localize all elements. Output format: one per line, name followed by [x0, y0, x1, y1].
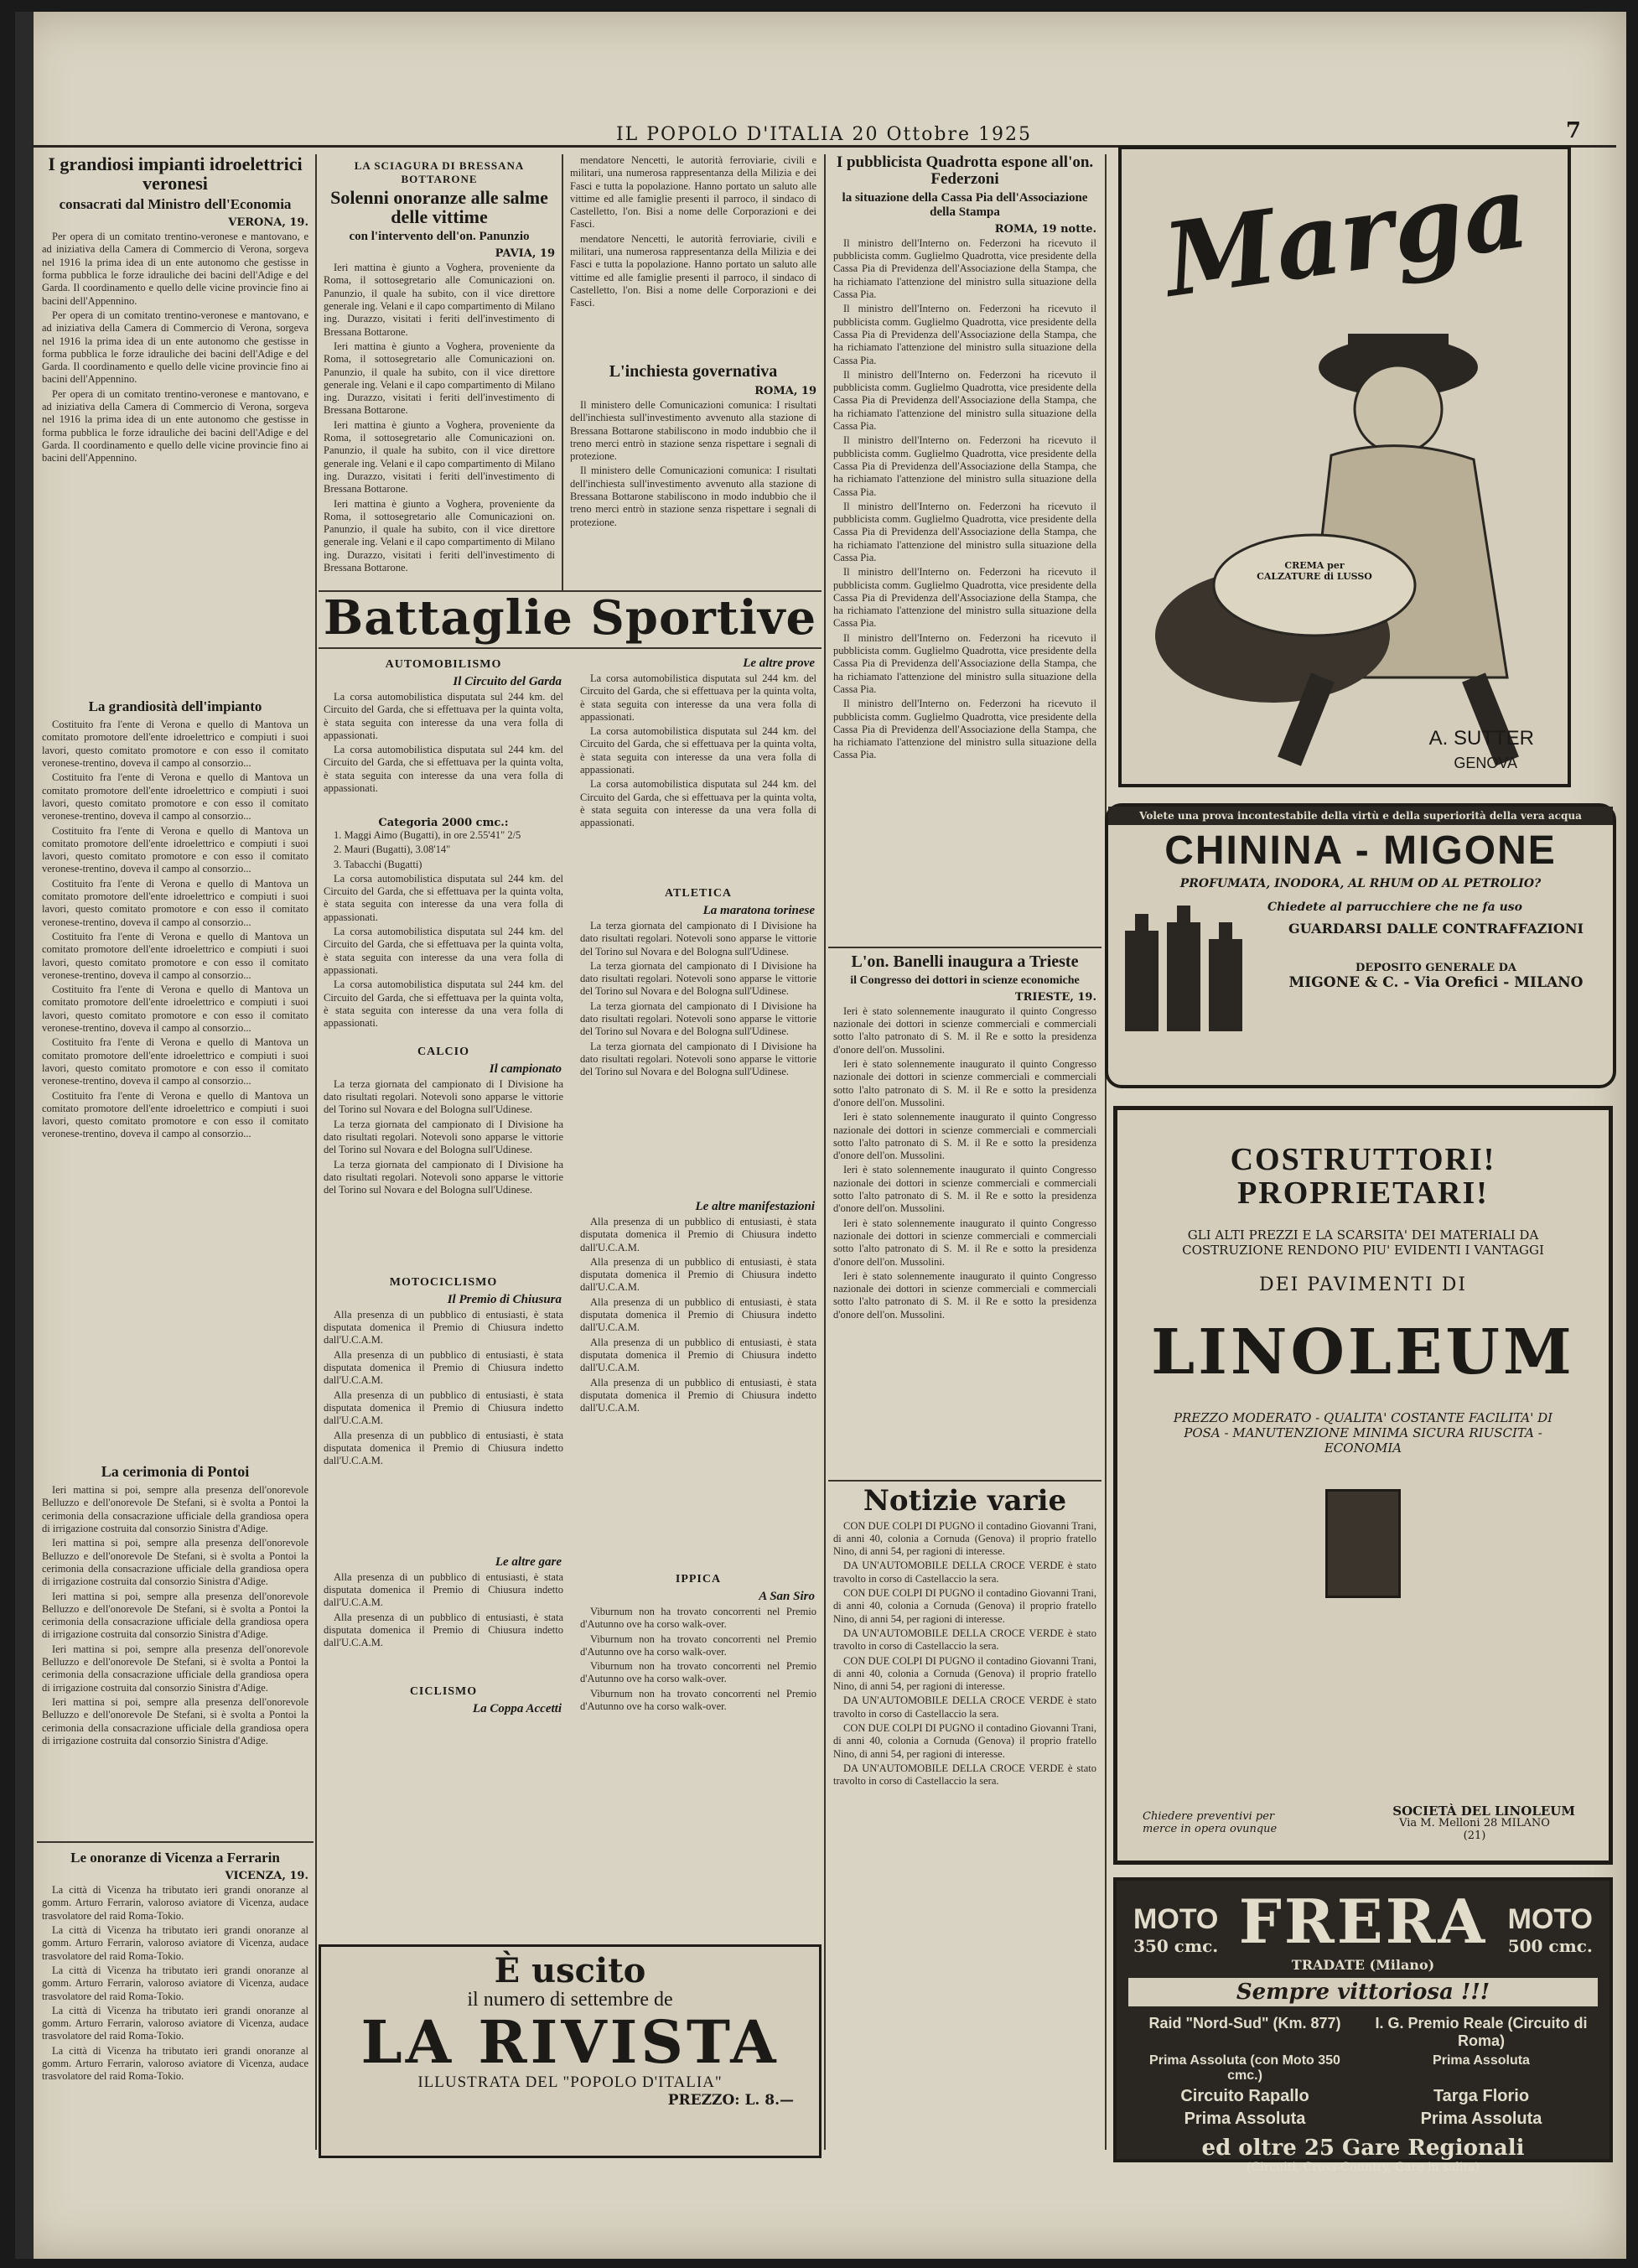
- paragraph: Il ministro dell'Interno on. Federzoni ha ricevuto il pubblicista comm. Guglielmo Quadrotta, vice presidente della Cassa Pia di Previdenza dell'Associazione della Stampa, che ha richiamato l'attenzione del ministro sulla situazione della Cassa Pia.: [833, 236, 1096, 301]
- column-rule: [1105, 154, 1107, 2150]
- paragraph: Ieri mattina si poi, sempre alla presenza dell'onorevole Belluzzo e dell'onorevole De Stefani, si è svolta a Pontoi la cerimonia della consacrazione ufficiale della grandiosa opera di irrigazione costruita dal consorzio Sinistra d'Adige.: [42, 1590, 308, 1641]
- paragraph: La corsa automobilistica disputata sul 244 km. del Circuito del Garda, che si effettuava per la quinta volta, è stata seguita con interesse da una vera folla di appassionati.: [580, 725, 816, 776]
- paragraph: Alla presenza di un pubblico di entusiasti, è stata disputata domenica il Premio di Chiusura indetto dall'U.C.A.M.: [324, 1348, 563, 1387]
- paragraph: Il ministro dell'Interno on. Federzoni ha ricevuto il pubblicista comm. Guglielmo Quadrotta, vice presidente della Cassa Pia di Previdenza dell'Associazione della Stampa, che ha richiamato l'attenzione del ministro sulla situazione della Cassa Pia.: [833, 434, 1096, 498]
- masthead-title: IL POPOLO D'ITALIA 20 Ottobre 1925: [615, 124, 1033, 145]
- altre-prove: Le altre prove: [743, 657, 815, 670]
- dateline-pavia: PAVIA, 19: [495, 247, 555, 261]
- linoleum-company: SOCIETÀ DEL LINOLEUM: [1392, 1804, 1575, 1819]
- paragraph: La corsa automobilistica disputata sul 244 km. del Circuito del Garda, che si effettuava per la quinta volta, è stata seguita con interesse da una vera folla di appassionati.: [324, 978, 563, 1030]
- paragraph: Costituito fra l'ente di Verona e quello di Mantova un comitato promotore dell'ente idroelettrico e compiuti i suoi lavori, questo comitato promotore e con esso il comitato veronese-trentino, doveva il campo al consorzio...: [42, 719, 308, 770]
- paragraph: Il ministro dell'Interno on. Federzoni ha ricevuto il pubblicista comm. Guglielmo Quadrotta, vice presidente della Cassa Pia di Previdenza dell'Associazione della Stampa, che ha richiamato l'attenzione del ministro sulla situazione della Cassa Pia.: [833, 368, 1096, 433]
- results-head: Categoria 2000 cmc.:: [378, 817, 509, 829]
- frera-cc-right: 500 cmc.: [1507, 1935, 1593, 1956]
- paragraph: La terza giornata del campionato di I Divisione ha dato risultati regolari. Notevoli sono apparse le vittorie del Torino sul Novara e del Bologna sull'Udinese.: [324, 1158, 563, 1196]
- paragraph: La terza giornata del campionato di I Divisione ha dato risultati regolari. Notevoli sono apparse le vittorie del Torino sul Novara e del Bologna sull'Udinese.: [324, 1118, 563, 1156]
- article-text: [37, 231, 314, 692]
- paragraph: Il ministro dell'Interno on. Federzoni ha ricevuto il pubblicista comm. Guglielmo Quadrotta, vice presidente della Cassa Pia di Previdenza dell'Associazione della Stampa, che ha richiamato l'attenzione del ministro sulla situazione della Cassa Pia.: [833, 631, 1096, 695]
- marga-city: GENOVA: [1454, 755, 1517, 771]
- subhead-ministro: consacrati dal Ministro dell'Economia: [59, 196, 292, 213]
- article-text: [37, 1484, 314, 1836]
- linoleum-ask: Chiedere preventivi per merce in opera ovunque: [1143, 1810, 1278, 1835]
- dateline-trieste: TRIESTE, 19.: [1014, 990, 1096, 1004]
- calcio-sub: Il campionato: [489, 1061, 562, 1076]
- paragraph: DA UN'AUTOMOBILE DELLA CROCE VERDE è stato travolto in corso di Castellaccio la sera.: [833, 1695, 1096, 1720]
- column-1: [37, 154, 314, 2158]
- paragraph: Alla presenza di un pubblico di entusiasti, è stata disputata domenica il Premio di Chiusura indetto dall'U.C.A.M.: [580, 1336, 816, 1374]
- paragraph: Viburnum non ha trovato concorrenti nel Premio d'Autunno ove ha corso walk-over.: [580, 1632, 816, 1658]
- ad-la-rivista: [319, 1944, 822, 2158]
- paragraph: Costituito fra l'ente di Verona e quello di Mantova un comitato promotore dell'ente idroelettrico e compiuti i suoi lavori, questo comitato promotore e con esso il comitato veronese-trentino, doveva il campo al consorzio...: [42, 824, 308, 875]
- ad-marga: [1118, 146, 1571, 787]
- paragraph: Alla presenza di un pubblico di entusiasti, è stata disputata domenica il Premio di Chiusura indetto dall'U.C.A.M.: [580, 1295, 816, 1334]
- rivista-illustrata: ILLUSTRATA DEL "POPOLO D'ITALIA": [417, 2073, 723, 2091]
- marga-brand: Marga: [1157, 152, 1536, 320]
- paragraph: Ieri mattina si poi, sempre alla presenza dell'onorevole Belluzzo e dell'onorevole De Stefani, si è svolta a Pontoi la cerimonia della consacrazione ufficiale della grandiosa opera di irrigazione costruita dal consorzio Sinistra d'Adige.: [42, 1643, 308, 1694]
- subhead-congresso: il Congresso dei dottori in scienze economiche: [850, 973, 1080, 987]
- linoleum-l3: GLI ALTI PREZZI E LA SCARSITA' DEI MATERIALI DA COSTRUZIONE RENDONO PIU' EVIDENTI I VANTAGGI: [1182, 1227, 1544, 1258]
- article-text: [828, 1520, 1102, 1990]
- article-text: [575, 920, 822, 1196]
- article-text: [575, 1216, 822, 1568]
- article-text: [319, 262, 560, 580]
- ciclismo-head: CICLISMO: [409, 1684, 478, 1698]
- paragraph: Ieri mattina è giunto a Voghera, proveniente da Roma, il sottosegretario alle Comunicazioni on. Panunzio, il quale ha subito, con il vice direttore generale ing. Velani e il capo compartimento di Milano ing. Durazzo, visitati i feriti dell'investimento di Bressana Bottarone.: [324, 418, 555, 496]
- divider: [828, 947, 1102, 948]
- ad-frera: [1113, 1877, 1613, 2174]
- paragraph: Per opera di un comitato trentino-veronese e mantovano, e ad iniziativa della Camera di Commercio di Verona, sorgeva nel 1916 la prima idea di un ente autonomo che gestisse in forma pubblica le forze idrauliche dei bacini dell'Adige e del Garda. Il coordinamento e quello delle vicine provincie fino ai bacini dell'Appennino.: [42, 309, 308, 386]
- paragraph: Il ministro dell'Interno on. Federzoni ha ricevuto il pubblicista comm. Guglielmo Quadrotta, vice presidente della Cassa Pia di Previdenza dell'Associazione della Stampa, che ha richiamato l'attenzione del ministro sulla situazione della Cassa Pia.: [833, 566, 1096, 630]
- marga-artist: A. SUTTER: [1428, 727, 1534, 750]
- paragraph: mendatore Nencetti, le autorità ferroviarie, civili e militari, una numerosa rappresentanza della Milizia e dei Fasci e tutta la popolazione. Hanno portato un saluto alle vittime ed alle famiglie presenti il parroco, il sindaco di Castelletto, l'on. Bisi a nome delle Corporazioni e dei Fasci.: [570, 154, 816, 231]
- ad-chinina-migone: [1105, 803, 1616, 1088]
- column-rule: [315, 154, 317, 2150]
- paragraph: Viburnum non ha trovato concorrenti nel Premio d'Autunno ove ha corso walk-over.: [580, 1660, 816, 1685]
- paragraph: La città di Vicenza ha tributato ieri grandi onoranze al gomm. Arturo Ferrarin, valoroso aviatore di Vicenza, audace trasvolatore del raid Roma-Tokio.: [42, 1964, 308, 2002]
- result-row: 3. Tabacchi (Bugatti): [334, 858, 422, 870]
- section-head-grandiosita: La grandiosità dell'impianto: [88, 698, 262, 715]
- atletica-head: ATLETICA: [664, 887, 733, 900]
- headline-onoranze-salme: Solenni onoranze alle salme delle vittime: [330, 187, 548, 228]
- page-number: 7: [1565, 118, 1583, 143]
- section-head-notizie-varie: Notizie varie: [863, 1483, 1067, 1518]
- article-text: [828, 237, 1102, 942]
- ippica-sub: A San Siro: [759, 1590, 815, 1603]
- paragraph: Alla presenza di un pubblico di entusiasti, è stata disputata domenica il Premio di Chiusura indetto dall'U.C.A.M.: [324, 1611, 563, 1649]
- paragraph: Alla presenza di un pubblico di entusiasti, è stata disputata domenica il Premio di Chiusura indetto dall'U.C.A.M.: [580, 1376, 816, 1414]
- article-text: [37, 719, 314, 1456]
- column-4: [828, 154, 1102, 2158]
- paragraph: Il ministero delle Comunicazioni comunica: I risultati dell'inchiesta sull'investimento avvenuto alla stazione di Bressana Bottarone stabiliscono in modo indubbio che il treno merci entrò in stazione senza rispettare i segnali di protezione.: [570, 464, 816, 528]
- frera-race-4-result: Prima Assoluta: [1420, 2110, 1542, 2128]
- paragraph: Il ministero delle Comunicazioni comunica: I risultati dell'inchiesta sull'investimento avvenuto alla stazione di Bressana Bottarone stabiliscono in modo indubbio che il treno merci entrò in stazione senza rispettare i segnali di protezione.: [570, 399, 816, 463]
- rivista-brand: LA RIVISTA: [360, 2007, 780, 2077]
- column-3-top: [565, 154, 822, 590]
- frera-brand: FRERA: [1238, 1886, 1488, 1957]
- article-text: [37, 1884, 314, 2219]
- article-text: [319, 1309, 568, 1552]
- paragraph: CON DUE COLPI DI PUGNO il contadino Giovanni Trani, di anni 40, colonia a Cornuda (Genova) il proprio fratello Nino, di anni 54, per ragioni di interesse.: [833, 1722, 1096, 1760]
- altre-gare: Le altre gare: [495, 1554, 562, 1569]
- marga-tagline: CREMA per CALZATURE di LUSSO: [1257, 560, 1372, 582]
- result-row: 2. Mauri (Bugatti), 3.08'14": [334, 843, 451, 856]
- rivista-numero: il numero di settembre de: [467, 1989, 673, 2011]
- paragraph: Costituito fra l'ente di Verona e quello di Mantova un comitato promotore dell'ente idroelettrico e compiuti i suoi lavori, questo comitato promotore e con esso il comitato veronese-trentino, doveva il campo al consorzio...: [42, 983, 308, 1035]
- paragraph: Ieri mattina è giunto a Voghera, proveniente da Roma, il sottosegretario alle Comunicazioni on. Panunzio, il quale ha subito, con il vice direttore generale ing. Velani e il capo compartimento di Milano ing. Durazzo, visitati i feriti dell'investimento di Bressana Bottarone.: [324, 340, 555, 417]
- frera-moto-left: MOTO: [1133, 1902, 1219, 1935]
- bottle-icon: [1108, 897, 1259, 1040]
- column-rule: [562, 154, 563, 590]
- dateline-roma: ROMA, 19: [754, 385, 816, 397]
- linoleum-l4: DEI PAVIMENTI DI: [1258, 1274, 1468, 1295]
- atletica-sub: La maratona torinese: [702, 904, 815, 917]
- paragraph: DA UN'AUTOMOBILE DELLA CROCE VERDE è stato travolto in corso di Castellaccio la sera.: [833, 1627, 1096, 1653]
- article-text: [319, 873, 568, 1041]
- frera-race-3-result: Prima Assoluta: [1184, 2110, 1306, 2128]
- divider: [828, 1480, 1102, 1482]
- binding-edge: [15, 12, 34, 2259]
- paragraph: La corsa automobilistica disputata sul 244 km. del Circuito del Garda, che si effettuava per la quinta volta, è stata seguita con interesse da una vera folla di appassionati.: [580, 672, 816, 723]
- chinina-top: Volete una prova incontestabile della virtù e della superiorità della vera acqua: [1108, 807, 1613, 825]
- masthead: [32, 114, 1616, 148]
- paragraph: Alla presenza di un pubblico di entusiasti, è stata disputata domenica il Premio di Chiusura indetto dall'U.C.A.M.: [324, 1388, 563, 1427]
- paragraph: La città di Vicenza ha tributato ieri grandi onoranze al gomm. Arturo Ferrarin, valoroso aviatore di Vicenza, audace trasvolatore del raid Roma-Tokio.: [42, 2004, 308, 2042]
- ad-linoleum: [1113, 1106, 1613, 1865]
- paragraph: Alla presenza di un pubblico di entusiasti, è stata disputata domenica il Premio di Chiusura indetto dall'U.C.A.M.: [580, 1216, 816, 1253]
- paragraph: La città di Vicenza ha tributato ieri grandi onoranze al gomm. Arturo Ferrarin, valoroso aviatore di Vicenza, audace trasvolatore del raid Roma-Tokio.: [42, 1924, 308, 1962]
- sport-banner-title: Battaglie Sportive: [323, 590, 817, 646]
- section-head-ferrarin: Le onoranze di Vicenza a Ferrarin: [70, 1850, 280, 1866]
- frera-cc-left: 350 cmc.: [1133, 1935, 1219, 1956]
- paragraph: La corsa automobilistica disputata sul 244 km. del Circuito del Garda, che si effettuava per la quinta volta, è stata seguita con interesse da una vera folla di appassionati.: [324, 744, 563, 795]
- paragraph: Ieri mattina si poi, sempre alla presenza dell'onorevole Belluzzo e dell'onorevole De Stefani, si è svolta a Pontoi la cerimonia della consacrazione ufficiale della grandiosa opera di irrigazione costruita dal consorzio Sinistra d'Adige.: [42, 1695, 308, 1746]
- frera-race-2: I. G. Premio Reale (Circuito di Roma): [1375, 2015, 1588, 2049]
- headline-idroelettrici: I grandiosi impianti idroelettrici veronesi: [48, 153, 303, 195]
- moto-head: MOTOCICLISMO: [389, 1275, 498, 1289]
- frera-race-1: Raid "Nord-Sud" (Km. 877): [1148, 2015, 1341, 2032]
- frera-footer2: (Circuiti, Cross-Country, Gare in salita): [1247, 2161, 1480, 2174]
- paragraph: La terza giornata del campionato di I Divisione ha dato risultati regolari. Notevoli sono apparse le vittorie del Torino sul Novara e del Bologna sull'Udinese.: [580, 1040, 816, 1078]
- chinina-line2: Chiedete al parrucchiere che ne fa uso: [1267, 900, 1522, 915]
- paragraph: Viburnum non ha trovato concorrenti nel Premio d'Autunno ove ha corso walk-over.: [580, 1606, 816, 1631]
- marga-illustration: [1122, 309, 1566, 778]
- subhead-cassa-pia: la situazione della Cassa Pia dell'Associazione della Stampa: [842, 190, 1088, 219]
- paragraph: Per opera di un comitato trentino-veronese e mantovano, e ad iniziativa della Camera di Commercio di Verona, sorgeva nel 1916 la prima idea di un ente autonomo che gestisse in forma pubblica le forze idrauliche dei bacini dell'Adige e del Garda. Il coordinamento e quello delle vicine provincie fino ai bacini dell'Appennino.: [42, 387, 308, 464]
- paragraph: Ieri mattina è giunto a Voghera, proveniente da Roma, il sottosegretario alle Comunicazioni on. Panunzio, il quale ha subito, con il vice direttore generale ing. Velani e il capo compartimento di Milano ing. Durazzo, visitati i feriti dell'investimento di Bressana Bottarone.: [324, 497, 555, 574]
- result-row: 1. Maggi Aimo (Bugatti), in ore 2.55'41" 2/5: [334, 829, 521, 841]
- chinina-deposit: DEPOSITO GENERALE DA: [1355, 962, 1516, 975]
- paragraph: La terza giornata del campionato di I Divisione ha dato risultati regolari. Notevoli sono apparse le vittorie del Torino sul Novara e del Bologna sull'Udinese.: [580, 920, 816, 958]
- article-text: [575, 672, 822, 882]
- linoleum-brand: LINOLEUM: [1151, 1316, 1575, 1388]
- paragraph: Ieri è stato solennemente inaugurato il quinto Congresso nazionale dei dottori in scienze commerciali e commerciali sotto l'alto patronato di S. M. il Re e sotto la presidenza d'onore dell'on. Mussolini.: [833, 1058, 1096, 1108]
- auto-sub: Il Circuito del Garda: [453, 675, 562, 688]
- column-2-top: [319, 154, 560, 590]
- frera-place: TRADATE (Milano): [1291, 1957, 1435, 1973]
- paragraph: La corsa automobilistica disputata sul 244 km. del Circuito del Garda, che si effettuava per la quinta volta, è stata seguita con interesse da una vera folla di appassionati.: [580, 778, 816, 829]
- newspaper-page: [15, 12, 1626, 2259]
- paragraph: Ieri è stato solennemente inaugurato il quinto Congresso nazionale dei dottori in scienze commerciali e commerciali sotto l'alto patronato di S. M. il Re e sotto la presidenza d'onore dell'on. Mussolini.: [833, 1269, 1096, 1321]
- paragraph: Alla presenza di un pubblico di entusiasti, è stata disputata domenica il Premio di Chiusura indetto dall'U.C.A.M.: [324, 1308, 563, 1347]
- ippica-head: IPPICA: [675, 1573, 722, 1586]
- linoleum-addr: Via M. Melloni 28 MILANO (21): [1399, 1817, 1550, 1842]
- paragraph: La terza giornata del campionato di I Divisione ha dato risultati regolari. Notevoli sono apparse le vittorie del Torino sul Novara e del Bologna sull'Udinese.: [324, 1077, 563, 1116]
- paragraph: La città di Vicenza ha tributato ieri grandi onoranze al gomm. Arturo Ferrarin, valoroso aviatore di Vicenza, audace trasvolatore del raid Roma-Tokio.: [42, 1884, 308, 1922]
- article-text: [565, 399, 822, 567]
- paragraph: Ieri mattina si poi, sempre alla presenza dell'onorevole Belluzzo e dell'onorevole De Stefani, si è svolta a Pontoi la cerimonia della consacrazione ufficiale della grandiosa opera di irrigazione costruita dal consorzio Sinistra d'Adige.: [42, 1484, 308, 1535]
- frera-race-1-result: Prima Assoluta (con Moto 350 cmc.): [1149, 2053, 1340, 2083]
- frera-moto-right: MOTO: [1507, 1902, 1593, 1935]
- paragraph: Alla presenza di un pubblico di entusiasti, è stata disputata domenica il Premio di Chiusura indetto dall'U.C.A.M.: [324, 1570, 563, 1609]
- section-head-pontoi: La cerimonia di Pontoi: [101, 1463, 250, 1481]
- subhead-panunzio: con l'intervento dell'on. Panunzio: [349, 230, 530, 244]
- paragraph: La corsa automobilistica disputata sul 244 km. del Circuito del Garda, che si effettuava per la quinta volta, è stata seguita con interesse da una vera folla di appassionati.: [324, 691, 563, 741]
- paragraph: Costituito fra l'ente di Verona e quello di Mantova un comitato promotore dell'ente idroelettrico e compiuti i suoi lavori, questo comitato promotore e con esso il comitato veronese-trentino, doveva il campo al consorzio...: [42, 930, 308, 981]
- paragraph: La corsa automobilistica disputata sul 244 km. del Circuito del Garda, che si effettuava per la quinta volta, è stata seguita con interesse da una vera folla di appassionati.: [324, 872, 563, 923]
- paragraph: DA UN'AUTOMOBILE DELLA CROCE VERDE è stato travolto in corso di Castellaccio la sera.: [833, 1560, 1096, 1585]
- dateline-vicenza: VICENZA, 19.: [225, 1870, 308, 1883]
- paragraph: Il ministro dell'Interno on. Federzoni ha ricevuto il pubblicista comm. Guglielmo Quadrotta, vice presidente della Cassa Pia di Previdenza dell'Associazione della Stampa, che ha richiamato l'attenzione del ministro sulla situazione della Cassa Pia.: [833, 698, 1096, 761]
- frera-footer: ed oltre 25 Gare Regionali: [1201, 2136, 1525, 2161]
- paragraph: Ieri è stato solennemente inaugurato il quinto Congresso nazionale dei dottori in scienze commerciali e commerciali sotto l'alto patronato di S. M. il Re e sotto la presidenza d'onore dell'on. Mussolini.: [833, 1217, 1096, 1268]
- linoleum-l2: PROPRIETARI!: [1237, 1175, 1489, 1211]
- paragraph: CON DUE COLPI DI PUGNO il contadino Giovanni Trani, di anni 40, colonia a Cornuda (Genova) il proprio fratello Nino, di anni 54, per ragioni di interesse.: [833, 1587, 1096, 1625]
- sport-column-b: [575, 653, 822, 1911]
- chinina-brand: CHININA - MIGONE: [1164, 828, 1557, 873]
- article-text: [319, 691, 568, 817]
- sport-column-a: [319, 653, 568, 1911]
- moto-sub: Il Premio di Chiusura: [447, 1292, 562, 1306]
- article-text: [565, 154, 822, 356]
- paragraph: Costituito fra l'ente di Verona e quello di Mantova un comitato promotore dell'ente idroelettrico e compiuti i suoi lavori, questo comitato promotore e con esso il comitato veronese-trentino, doveva il campo al consorzio...: [42, 1036, 308, 1087]
- article-text: [828, 1005, 1102, 1475]
- paragraph: Costituito fra l'ente di Verona e quello di Mantova un comitato promotore dell'ente idroelettrico e compiuti i suoi lavori, questo comitato promotore e con esso il comitato veronese-trentino, doveva il campo al consorzio...: [42, 771, 308, 823]
- paragraph: Viburnum non ha trovato concorrenti nel Premio d'Autunno ove ha corso walk-over.: [580, 1687, 816, 1713]
- linoleum-logo: [1325, 1489, 1401, 1598]
- divider: [37, 1841, 314, 1843]
- chinina-warn: GUARDARSI DALLE CONTRAFFAZIONI: [1288, 921, 1584, 937]
- paragraph: La corsa automobilistica disputata sul 244 km. del Circuito del Garda, che si effettuava per la quinta volta, è stata seguita con interesse da una vera folla di appassionati.: [324, 926, 563, 976]
- paragraph: La città di Vicenza ha tributato ieri grandi onoranze al gomm. Arturo Ferrarin, valoroso aviatore di Vicenza, audace trasvolatore del raid Roma-Tokio.: [42, 2044, 308, 2083]
- paragraph: CON DUE COLPI DI PUGNO il contadino Giovanni Trani, di anni 40, colonia a Cornuda (Genova) il proprio fratello Nino, di anni 54, per ragioni di interesse.: [833, 1519, 1096, 1558]
- paragraph: Il ministro dell'Interno on. Federzoni ha ricevuto il pubblicista comm. Guglielmo Quadrotta, vice presidente della Cassa Pia di Previdenza dell'Associazione della Stampa, che ha richiamato l'attenzione del ministro sulla situazione della Cassa Pia.: [833, 500, 1096, 563]
- paragraph: Il ministro dell'Interno on. Federzoni ha ricevuto il pubblicista comm. Guglielmo Quadrotta, vice presidente della Cassa Pia di Previdenza dell'Associazione della Stampa, che ha richiamato l'attenzione del ministro sulla situazione della Cassa Pia.: [833, 303, 1096, 366]
- paragraph: Alla presenza di un pubblico di entusiasti, è stata disputata domenica il Premio di Chiusura indetto dall'U.C.A.M.: [580, 1255, 816, 1294]
- paragraph: mendatore Nencetti, le autorità ferroviarie, civili e militari, una numerosa rappresentanza della Milizia e dei Fasci e tutta la popolazione. Hanno portato un saluto alle vittime ed alle famiglie presenti il parroco, il sindaco di Castelletto, l'on. Bisi a nome delle Corporazioni e dei Fasci.: [570, 232, 816, 309]
- article-text: [319, 1571, 568, 1680]
- article-text: [319, 1078, 568, 1271]
- paragraph: Ieri è stato solennemente inaugurato il quinto Congresso nazionale dei dottori in scienze commerciali e commerciali sotto l'alto patronato di S. M. il Re e sotto la presidenza d'onore dell'on. Mussolini.: [833, 1164, 1096, 1215]
- dateline-verona: VERONA, 19.: [228, 216, 308, 230]
- chinina-line1: PROFUMATA, INODORA, AL RHUM OD AL PETROLIO?: [1179, 877, 1542, 891]
- paragraph: Per opera di un comitato trentino-veronese e mantovano, e ad iniziativa della Camera di Commercio di Verona, sorgeva nel 1916 la prima idea di un ente autonomo che gestisse in forma pubblica le forze idrauliche dei bacini dell'Adige e del Garda. Il coordinamento e quello delle vicine provincie fino ai bacini dell'Appennino.: [42, 231, 308, 307]
- dateline-roma-notte: ROMA, 19 notte.: [994, 222, 1096, 236]
- altre-manifestazioni: Le altre manifestazioni: [695, 1200, 815, 1213]
- paragraph: Ieri mattina è giunto a Voghera, proveniente da Roma, il sottosegretario alle Comunicazioni on. Panunzio, il quale ha subito, con il vice direttore generale ing. Velani e il capo compartimento di Milano ing. Durazzo, visitati i feriti dell'investimento di Bressana Bottarone.: [324, 262, 555, 338]
- chinina-address: MIGONE & C. - Via Orefici - MILANO: [1288, 974, 1584, 992]
- calcio-head: CALCIO: [417, 1045, 469, 1058]
- paragraph: Costituito fra l'ente di Verona e quello di Mantova un comitato promotore dell'ente idroelettrico e compiuti i suoi lavori, questo comitato promotore e con esso il comitato veronese-trentino, doveva il campo al consorzio...: [42, 877, 308, 928]
- headline-quadrotta: I pubblicista Quadrotta espone all'on. Federzoni: [836, 153, 1094, 188]
- section-head-banelli: L'on. Banelli inaugura a Trieste: [851, 952, 1079, 971]
- section-head-inchiesta: L'inchiesta governativa: [609, 362, 778, 381]
- article-text: [575, 1606, 822, 1882]
- rivista-uscito: È uscito: [494, 1951, 646, 1990]
- ciclismo-sub: La Coppa Accetti: [472, 1701, 562, 1715]
- paragraph: Costituito fra l'ente di Verona e quello di Mantova un comitato promotore dell'ente idroelettrico e compiuti i suoi lavori, questo comitato promotore e con esso il comitato veronese-trentino, doveva il campo al consorzio...: [42, 1089, 308, 1140]
- frera-race-4: Targa Florio: [1433, 2087, 1530, 2105]
- sport-banner: [319, 590, 822, 649]
- paragraph: Ieri è stato solennemente inaugurato il quinto Congresso nazionale dei dottori in scienze commerciali e commerciali sotto l'alto patronato di S. M. il Re e sotto la presidenza d'onore dell'on. Mussolini.: [833, 1111, 1096, 1162]
- column-rule: [824, 154, 826, 2150]
- paragraph: Ieri mattina si poi, sempre alla presenza dell'onorevole Belluzzo e dell'onorevole De Stefani, si è svolta a Pontoi la cerimonia della consacrazione ufficiale della grandiosa opera di irrigazione costruita dal consorzio Sinistra d'Adige.: [42, 1537, 308, 1588]
- paragraph: Alla presenza di un pubblico di entusiasti, è stata disputata domenica il Premio di Chiusura indetto dall'U.C.A.M.: [324, 1429, 563, 1467]
- frera-race-3: Circuito Rapallo: [1180, 2087, 1309, 2105]
- rivista-price: PREZZO: L. 8.—: [667, 2091, 794, 2109]
- paragraph: La terza giornata del campionato di I Divisione ha dato risultati regolari. Notevoli sono apparse le vittorie del Torino sul Novara e del Bologna sull'Udinese.: [580, 959, 816, 998]
- frera-slogan: Sempre vittoriosa !!!: [1128, 1978, 1598, 2006]
- frera-race-2-result: Prima Assoluta: [1433, 2053, 1530, 2068]
- paragraph: Ieri è stato solennemente inaugurato il quinto Congresso nazionale dei dottori in scienze commerciali e commerciali sotto l'alto patronato di S. M. il Re e sotto la presidenza d'onore dell'on. Mussolini.: [833, 1004, 1096, 1056]
- linoleum-l1: COSTRUTTORI!: [1230, 1142, 1496, 1177]
- results-list: [319, 829, 568, 871]
- linoleum-features: PREZZO MODERATO - QUALITA' COSTANTE FACILITA' DI POSA - MANUTENZIONE MINIMA SICURA RIUSCITA - ECONOMIA: [1173, 1410, 1553, 1456]
- paragraph: DA UN'AUTOMOBILE DELLA CROCE VERDE è stato travolto in corso di Castellaccio la sera.: [833, 1762, 1096, 1788]
- kicker-bressana: LA SCIAGURA DI BRESSANA BOTTARONE: [354, 159, 525, 185]
- paragraph: CON DUE COLPI DI PUGNO il contadino Giovanni Trani, di anni 40, colonia a Cornuda (Genova) il proprio fratello Nino, di anni 54, per ragioni di interesse.: [833, 1654, 1096, 1693]
- paragraph: La terza giornata del campionato di I Divisione ha dato risultati regolari. Notevoli sono apparse le vittorie del Torino sul Novara e del Bologna sull'Udinese.: [580, 999, 816, 1038]
- auto-head: AUTOMOBILISMO: [385, 658, 502, 671]
